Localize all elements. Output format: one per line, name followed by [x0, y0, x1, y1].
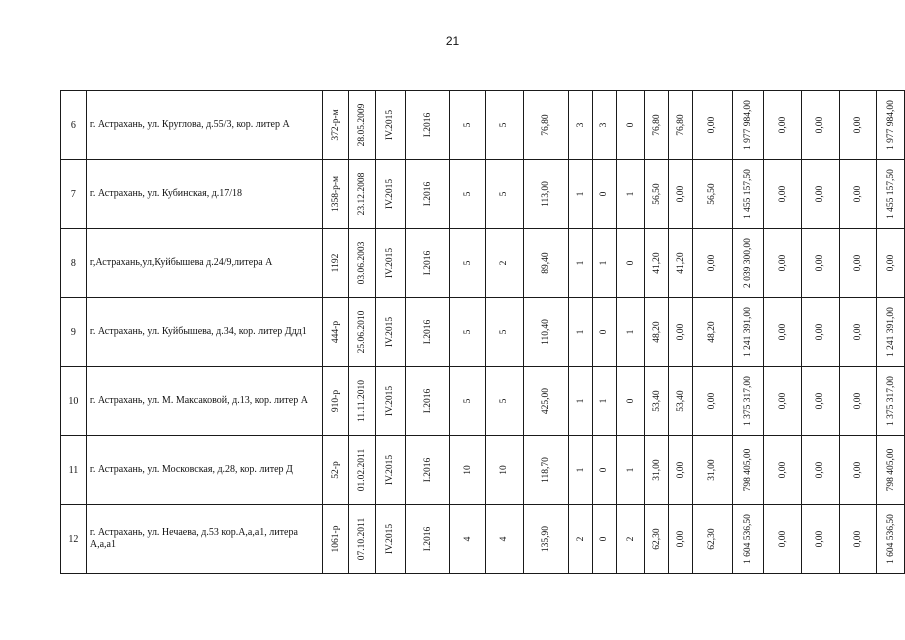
area3-cell: [692, 436, 732, 505]
fund3-cell: [839, 91, 877, 160]
cost-cell: [732, 229, 764, 298]
cell-total: 798 405,00: [885, 448, 896, 492]
cell-c1: 4: [462, 536, 473, 542]
people3-cell: [616, 91, 645, 160]
fund2-cell: [801, 436, 839, 505]
people2-cell: [592, 436, 616, 505]
area-cell: [523, 91, 569, 160]
cell-p1: 2: [575, 536, 586, 542]
area1-cell: [645, 91, 669, 160]
cell-doc-date: 07.10.2011: [357, 517, 368, 561]
area-cell: [523, 436, 569, 505]
cell-f3: 0,00: [852, 116, 863, 134]
area-cell: [523, 160, 569, 229]
cell-a1: 31,00: [651, 459, 662, 481]
cell-n: 12: [68, 533, 79, 545]
row-number: [61, 505, 87, 574]
address-cell: [86, 229, 322, 298]
cell-plan: I.2016: [422, 388, 433, 414]
cell-total: 1 977 984,00: [885, 100, 896, 150]
doc-date-cell: [349, 505, 376, 574]
cell-n: 11: [68, 464, 79, 476]
address-cell: [86, 436, 322, 505]
area1-cell: [645, 298, 669, 367]
fund1-cell: [764, 229, 802, 298]
fund3-cell: [839, 298, 877, 367]
people2-cell: [592, 229, 616, 298]
cell-f1: 0,00: [777, 461, 788, 479]
cell-cost: 2 039 300,00: [742, 238, 753, 288]
cell-stage: IV.2015: [385, 523, 396, 555]
cost-cell: [732, 505, 764, 574]
plan-date-cell: [405, 505, 450, 574]
doc-date-cell: [349, 367, 376, 436]
cell-doc-date: 23.12.2008: [357, 172, 368, 216]
cell-area: 113,00: [540, 181, 551, 207]
cell-p3: 1: [625, 191, 636, 197]
cell-c2: 10: [499, 465, 510, 475]
cell-a1: 76,80: [651, 114, 662, 136]
cell-f2: 0,00: [815, 392, 826, 410]
cell-f3: 0,00: [852, 530, 863, 548]
cell-c1: 5: [462, 329, 473, 335]
fund2-cell: [801, 505, 839, 574]
count1-cell: [450, 505, 486, 574]
cell-plan: I.2016: [422, 526, 433, 552]
people3-cell: [616, 436, 645, 505]
plan-date-cell: [405, 91, 450, 160]
cell-p1: 3: [575, 122, 586, 128]
cell-stage: IV.2015: [385, 178, 396, 210]
cell-plan: I.2016: [422, 457, 433, 483]
people3-cell: [616, 505, 645, 574]
plan-date-cell: [405, 367, 450, 436]
fund3-cell: [839, 436, 877, 505]
cell-p3: 0: [625, 398, 636, 404]
stage-cell: [376, 298, 406, 367]
cell-area: 135,90: [540, 525, 551, 553]
area1-cell: [645, 505, 669, 574]
cell-stage: IV.2015: [385, 247, 396, 279]
fund3-cell: [839, 505, 877, 574]
doc-number-cell: [322, 160, 349, 229]
cell-p3: 0: [625, 260, 636, 266]
cell-f3: 0,00: [852, 392, 863, 410]
fund2-cell: [801, 160, 839, 229]
cell-f3: 0,00: [852, 461, 863, 479]
cell-a3: 0,00: [707, 116, 718, 134]
cell-a2: 41,20: [675, 252, 686, 274]
table-row: [61, 160, 905, 229]
area2-cell: [669, 160, 693, 229]
cell-cost: 1 604 536,50: [742, 514, 753, 564]
page-number: 21: [445, 34, 460, 48]
cell-p2: 3: [599, 122, 610, 128]
people3-cell: [616, 298, 645, 367]
resettlement-table: [60, 90, 905, 574]
fund1-cell: [764, 91, 802, 160]
cell-f3: 0,00: [852, 254, 863, 272]
fund1-cell: [764, 505, 802, 574]
row-number: [61, 367, 87, 436]
cell-f2: 0,00: [815, 530, 826, 548]
area-cell: [523, 367, 569, 436]
cell-f1: 0,00: [777, 530, 788, 548]
area3-cell: [692, 298, 732, 367]
cell-a1: 56,50: [651, 183, 662, 205]
cell-plan: I.2016: [422, 112, 433, 138]
total-cell: [877, 436, 905, 505]
area1-cell: [645, 436, 669, 505]
cell-a2: 0,00: [675, 323, 686, 341]
cell-a1: 41,20: [651, 252, 662, 274]
table-row: [61, 229, 905, 298]
cell-c2: 5: [499, 191, 510, 197]
area1-cell: [645, 160, 669, 229]
cell-total: 1 604 536,50: [885, 514, 896, 564]
cell-n: 6: [70, 119, 76, 131]
people2-cell: [592, 505, 616, 574]
cell-c2: 4: [499, 536, 510, 542]
fund2-cell: [801, 91, 839, 160]
stage-cell: [376, 229, 406, 298]
cell-doc-date: 25.06.2010: [357, 310, 368, 354]
people1-cell: [569, 91, 593, 160]
cell-stage: IV.2015: [385, 454, 396, 486]
cell-p2: 1: [599, 260, 610, 266]
doc-number-cell: [322, 367, 349, 436]
cell-p2: 1: [599, 398, 610, 404]
fund1-cell: [764, 367, 802, 436]
cell-total: 1 455 157,50: [885, 169, 896, 219]
cell-address: г. Астрахань, ул. М. Максаковой, д.13, кор. литер А: [89, 395, 308, 406]
cell-area: 110,40: [540, 319, 551, 345]
count1-cell: [450, 229, 486, 298]
cell-f3: 0,00: [852, 185, 863, 203]
cell-n: 10: [68, 395, 79, 407]
doc-date-cell: [349, 436, 376, 505]
cell-doc-date: 03.06.2003: [357, 241, 368, 285]
plan-date-cell: [405, 436, 450, 505]
cell-address: г. Астрахань, ул. Куйбышева, д.34, кор. литер Ддд1: [89, 326, 307, 337]
cell-n: 9: [70, 326, 76, 338]
cell-p2: 0: [599, 329, 610, 335]
cost-cell: [732, 160, 764, 229]
cell-stage: IV.2015: [385, 109, 396, 141]
plan-date-cell: [405, 160, 450, 229]
cell-a1: 48,20: [651, 321, 662, 343]
people1-cell: [569, 229, 593, 298]
cell-cost: 1 375 317,00: [742, 376, 753, 426]
cell-p1: 1: [575, 191, 586, 197]
cost-cell: [732, 436, 764, 505]
cell-address: г. Астрахань, ул. Нечаева, д.53 кор.А,а,а1, литера А,а,а1: [89, 527, 298, 550]
fund1-cell: [764, 436, 802, 505]
row-number: [61, 298, 87, 367]
address-cell: [86, 367, 322, 436]
cell-p2: 0: [599, 467, 610, 473]
plan-date-cell: [405, 229, 450, 298]
cell-f2: 0,00: [815, 185, 826, 203]
cell-c1: 5: [462, 260, 473, 266]
area3-cell: [692, 229, 732, 298]
doc-date-cell: [349, 160, 376, 229]
row-number: [61, 160, 87, 229]
table-row: [61, 91, 905, 160]
cell-stage: IV.2015: [385, 316, 396, 348]
cell-area: 118,70: [540, 457, 551, 483]
count2-cell: [486, 91, 524, 160]
cell-stage: IV.2015: [385, 385, 396, 417]
cell-f1: 0,00: [777, 116, 788, 134]
cell-a3: 0,00: [707, 392, 718, 410]
cell-a3: 48,20: [707, 321, 718, 343]
cell-a1: 53,40: [651, 390, 662, 412]
count2-cell: [486, 229, 524, 298]
cell-f1: 0,00: [777, 185, 788, 203]
cell-p1: 1: [575, 398, 586, 404]
area2-cell: [669, 298, 693, 367]
total-cell: [877, 229, 905, 298]
doc-date-cell: [349, 91, 376, 160]
stage-cell: [376, 160, 406, 229]
cell-a1: 62,30: [651, 528, 662, 550]
fund2-cell: [801, 367, 839, 436]
cell-n: 7: [70, 188, 76, 200]
count2-cell: [486, 367, 524, 436]
cell-f1: 0,00: [777, 254, 788, 272]
area3-cell: [692, 505, 732, 574]
count2-cell: [486, 298, 524, 367]
cell-a3: 0,00: [707, 254, 718, 272]
total-cell: [877, 91, 905, 160]
people2-cell: [592, 160, 616, 229]
area2-cell: [669, 91, 693, 160]
cell-f1: 0,00: [777, 323, 788, 341]
stage-cell: [376, 436, 406, 505]
cell-doc-date: 11.11.2010: [357, 379, 368, 423]
cell-cost: 798 405,00: [742, 448, 753, 492]
cell-total: 1 241 391,00: [885, 307, 896, 357]
cell-address: г. Астрахань, ул. Московская, д.28, кор. литер Д: [89, 464, 293, 475]
total-cell: [877, 367, 905, 436]
cell-a3: 31,00: [707, 459, 718, 481]
cell-a2: 53,40: [675, 390, 686, 412]
count2-cell: [486, 160, 524, 229]
people1-cell: [569, 367, 593, 436]
fund2-cell: [801, 229, 839, 298]
table-row: [61, 505, 905, 574]
cell-c2: 5: [499, 122, 510, 128]
cell-doc-date: 28.05.2009: [357, 103, 368, 147]
cell-p2: 0: [599, 536, 610, 542]
cell-a3: 62,30: [707, 528, 718, 550]
cell-c1: 5: [462, 122, 473, 128]
area2-cell: [669, 505, 693, 574]
cell-area: 76,80: [540, 114, 551, 136]
fund2-cell: [801, 298, 839, 367]
cell-total: 1 375 317,00: [885, 376, 896, 426]
cell-c1: 5: [462, 398, 473, 404]
table-row: [61, 298, 905, 367]
people3-cell: [616, 229, 645, 298]
cell-doc-date: 01.02.2011: [357, 448, 368, 492]
area-cell: [523, 505, 569, 574]
total-cell: [877, 160, 905, 229]
cell-p3: 1: [625, 329, 636, 335]
count2-cell: [486, 505, 524, 574]
cell-f2: 0,00: [815, 116, 826, 134]
cell-area: 89,40: [540, 252, 551, 274]
people1-cell: [569, 160, 593, 229]
plan-date-cell: [405, 298, 450, 367]
cell-doc-no: 1192: [330, 253, 341, 273]
total-cell: [877, 298, 905, 367]
cell-p1: 1: [575, 260, 586, 266]
cell-a2: 0,00: [675, 185, 686, 203]
cell-total: 0,00: [885, 254, 896, 272]
stage-cell: [376, 367, 406, 436]
row-number: [61, 229, 87, 298]
people1-cell: [569, 436, 593, 505]
cell-p2: 0: [599, 191, 610, 197]
row-number: [61, 91, 87, 160]
cell-cost: 1 241 391,00: [742, 307, 753, 357]
area3-cell: [692, 160, 732, 229]
total-cell: [877, 505, 905, 574]
fund1-cell: [764, 298, 802, 367]
cell-doc-no: 444-р: [330, 320, 341, 344]
cell-c1: 5: [462, 191, 473, 197]
cell-f2: 0,00: [815, 254, 826, 272]
doc-date-cell: [349, 229, 376, 298]
cell-n: 8: [70, 257, 76, 269]
count1-cell: [450, 91, 486, 160]
cell-c2: 5: [499, 329, 510, 335]
area1-cell: [645, 229, 669, 298]
stage-cell: [376, 505, 406, 574]
area2-cell: [669, 229, 693, 298]
cell-cost: 1 455 157,50: [742, 169, 753, 219]
doc-number-cell: [322, 505, 349, 574]
count1-cell: [450, 367, 486, 436]
area3-cell: [692, 91, 732, 160]
fund1-cell: [764, 160, 802, 229]
cost-cell: [732, 367, 764, 436]
cell-plan: I.2016: [422, 319, 433, 345]
area1-cell: [645, 367, 669, 436]
cell-area: 425,00: [540, 387, 551, 415]
cell-c1: 10: [462, 465, 473, 475]
cell-doc-no: 1358-р-м: [330, 175, 341, 213]
people1-cell: [569, 505, 593, 574]
cell-f2: 0,00: [815, 323, 826, 341]
doc-number-cell: [322, 91, 349, 160]
people3-cell: [616, 367, 645, 436]
table-row: [61, 436, 905, 505]
fund3-cell: [839, 367, 877, 436]
cell-address: г. Астрахань, ул. Круглова, д.55/3, кор. литер А: [89, 119, 290, 130]
cell-p3: 0: [625, 122, 636, 128]
count1-cell: [450, 160, 486, 229]
cell-doc-no: 910-р: [330, 389, 341, 413]
cell-f1: 0,00: [777, 392, 788, 410]
cell-plan: I.2016: [422, 181, 433, 207]
cell-f3: 0,00: [852, 323, 863, 341]
cell-doc-no: 1061-р: [330, 525, 341, 553]
fund3-cell: [839, 229, 877, 298]
stage-cell: [376, 91, 406, 160]
people2-cell: [592, 298, 616, 367]
cell-plan: I.2016: [422, 250, 433, 276]
area-cell: [523, 229, 569, 298]
people2-cell: [592, 91, 616, 160]
cell-p1: 1: [575, 467, 586, 473]
cell-a2: 76,80: [675, 114, 686, 136]
cell-c2: 2: [499, 260, 510, 266]
address-cell: [86, 505, 322, 574]
cell-address: г,Астрахань,ул,Куйбышева д.24/9,литера А: [89, 257, 273, 268]
cell-a3: 56,50: [707, 183, 718, 205]
address-cell: [86, 160, 322, 229]
people2-cell: [592, 367, 616, 436]
area2-cell: [669, 436, 693, 505]
cell-a2: 0,00: [675, 530, 686, 548]
people3-cell: [616, 160, 645, 229]
address-cell: [86, 91, 322, 160]
cell-doc-no: 52-р: [330, 461, 341, 479]
fund3-cell: [839, 160, 877, 229]
cell-p3: 2: [625, 536, 636, 542]
cell-p1: 1: [575, 329, 586, 335]
cell-c2: 5: [499, 398, 510, 404]
cell-a2: 0,00: [675, 461, 686, 479]
doc-number-cell: [322, 298, 349, 367]
area2-cell: [669, 367, 693, 436]
row-number: [61, 436, 87, 505]
cell-cost: 1 977 984,00: [742, 100, 753, 150]
count1-cell: [450, 298, 486, 367]
count2-cell: [486, 436, 524, 505]
area3-cell: [692, 367, 732, 436]
count1-cell: [450, 436, 486, 505]
doc-number-cell: [322, 229, 349, 298]
area-cell: [523, 298, 569, 367]
cost-cell: [732, 91, 764, 160]
doc-date-cell: [349, 298, 376, 367]
address-cell: [86, 298, 322, 367]
cost-cell: [732, 298, 764, 367]
cell-address: г. Астрахань, ул. Кубинская, д.17/18: [89, 188, 243, 199]
cell-f2: 0,00: [815, 461, 826, 479]
cell-doc-no: 372-р-м: [330, 109, 341, 141]
table-row: [61, 367, 905, 436]
cell-p3: 1: [625, 467, 636, 473]
people1-cell: [569, 298, 593, 367]
doc-number-cell: [322, 436, 349, 505]
